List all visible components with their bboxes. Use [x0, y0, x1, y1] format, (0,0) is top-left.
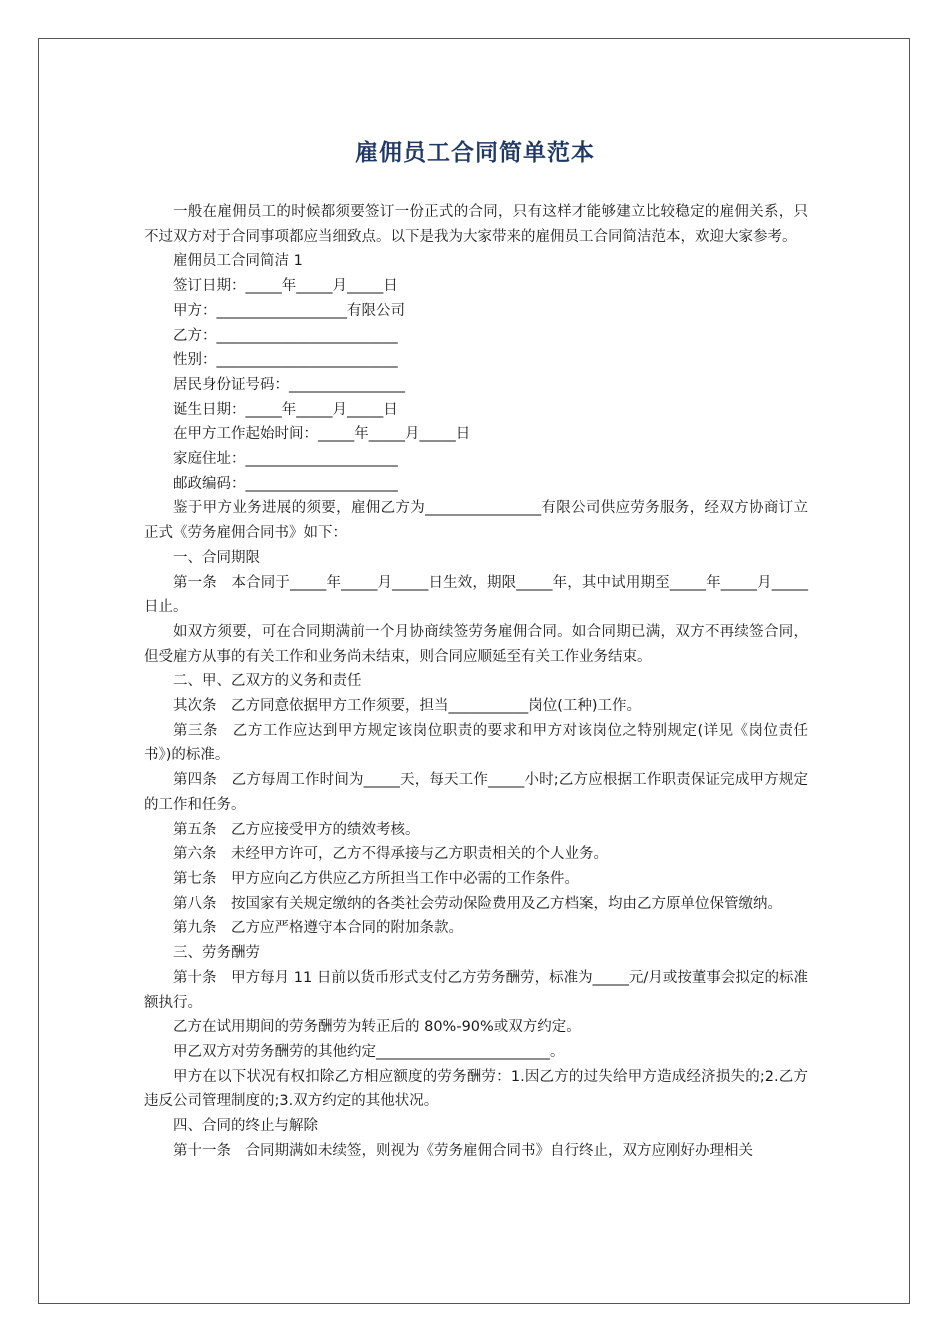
article-8: 第八条 按国家有关规定缴纳的各类社会劳动保险费用及乙方档案，均由乙方原单位保管缴纳。: [173, 895, 782, 912]
field-party-b: 乙方：_________________________: [173, 327, 398, 344]
document-title: 雇佣员工合同简单范本: [355, 140, 595, 166]
paragraph-deductions: 甲方在以下状况有权扣除乙方相应额度的劳务酬劳：1.因乙方的过失给甲方造成经济损失的;2.乙方违反公司管理制度的;3.双方约定的其他状况。: [144, 1068, 808, 1110]
field-gender: 性别：_________________________: [173, 352, 398, 369]
section-heading: 三、劳务酬劳: [173, 945, 260, 962]
document-body: [144, 200, 808, 1163]
article-9: 第九条 乙方应严格遵守本合同的附加条款。: [173, 920, 463, 937]
article-4: 第四条 乙方每周工作时间为_____天，每天工作_____小时;乙方应根据工作职责保证完成甲方规定的工作和任务。: [144, 772, 808, 813]
field-id-number: 居民身份证号码：________________: [173, 376, 405, 393]
paragraph-probation-pay: 乙方在试用期间的劳务酬劳为转正后的 80%-90%或双方约定。: [173, 1019, 581, 1036]
article-1: 第一条 本合同于_____年_____月_____日生效，期限_____年，其中试用期至_____年_____月_____日止。: [144, 574, 808, 616]
field-sign-date: 签订日期：_____年_____月_____日: [173, 278, 398, 295]
contract-subtitle: 雇佣员工合同简洁 1: [173, 253, 303, 270]
section-heading: 四、合同的终止与解除: [173, 1118, 318, 1135]
intro-paragraph: 一般在雇佣员工的时候都须要签订一份正式的合同，只有这样才能够建立比较稳定的雇佣关系，只不过双方对于合同事项都应当细致点。以下是我为大家带来的雇佣员工合同简洁范本，欢迎大家参考。: [144, 204, 808, 245]
field-address: 家庭住址：_____________________: [173, 451, 398, 468]
field-birth-date: 诞生日期：_____年_____月_____日: [173, 401, 398, 418]
paragraph-other-pay: 甲乙双方对劳务酬劳的其他约定________________________。: [173, 1043, 565, 1060]
article-2: 其次条 乙方同意依据甲方工作须要，担当___________岗位(工种)工作。: [173, 698, 642, 715]
field-start-date: 在甲方工作起始时间：_____年_____月_____日: [173, 426, 471, 443]
article-6: 第六条 未经甲方许可，乙方不得承接与乙方职责相关的个人业务。: [173, 846, 608, 863]
article-10: 第十条 甲方每月 11 日前以货币形式支付乙方劳务酬劳，标准为_____元/月或按董事会拟定的标准额执行。: [144, 969, 808, 1011]
field-party-a: 甲方：__________________有限公司: [173, 302, 405, 319]
article-5: 第五条 乙方应接受甲方的绩效考核。: [173, 821, 420, 838]
article-11: 第十一条 合同期满如未续签，则视为《劳务雇佣合同书》自行终止，双方应刚好办理相关: [173, 1142, 753, 1159]
paragraph-preamble: 鉴于甲方业务进展的须要，雇佣乙方为________________有限公司供应劳务服务，经双方协商订立正式《劳务雇佣合同书》如下：: [144, 500, 808, 542]
section-heading: 一、合同期限: [173, 549, 260, 566]
section-heading: 二、甲、乙双方的义务和责任: [173, 673, 362, 690]
paragraph-renewal: 如双方须要，可在合同期满前一个月协商续签劳务雇佣合同。如合同期已满，双方不再续签合同，但受雇方从事的有关工作和业务尚未结束，则合同应顺延至有关工作业务结束。: [144, 623, 808, 665]
article-3: 第三条 乙方工作应达到甲方规定该岗位职责的要求和甲方对该岗位之特别规定(详见《岗位责任书》)的标准。: [144, 722, 808, 764]
article-7: 第七条 甲方应向乙方供应乙方所担当工作中必需的工作条件。: [173, 870, 579, 887]
field-postcode: 邮政编码：_____________________: [173, 475, 398, 492]
